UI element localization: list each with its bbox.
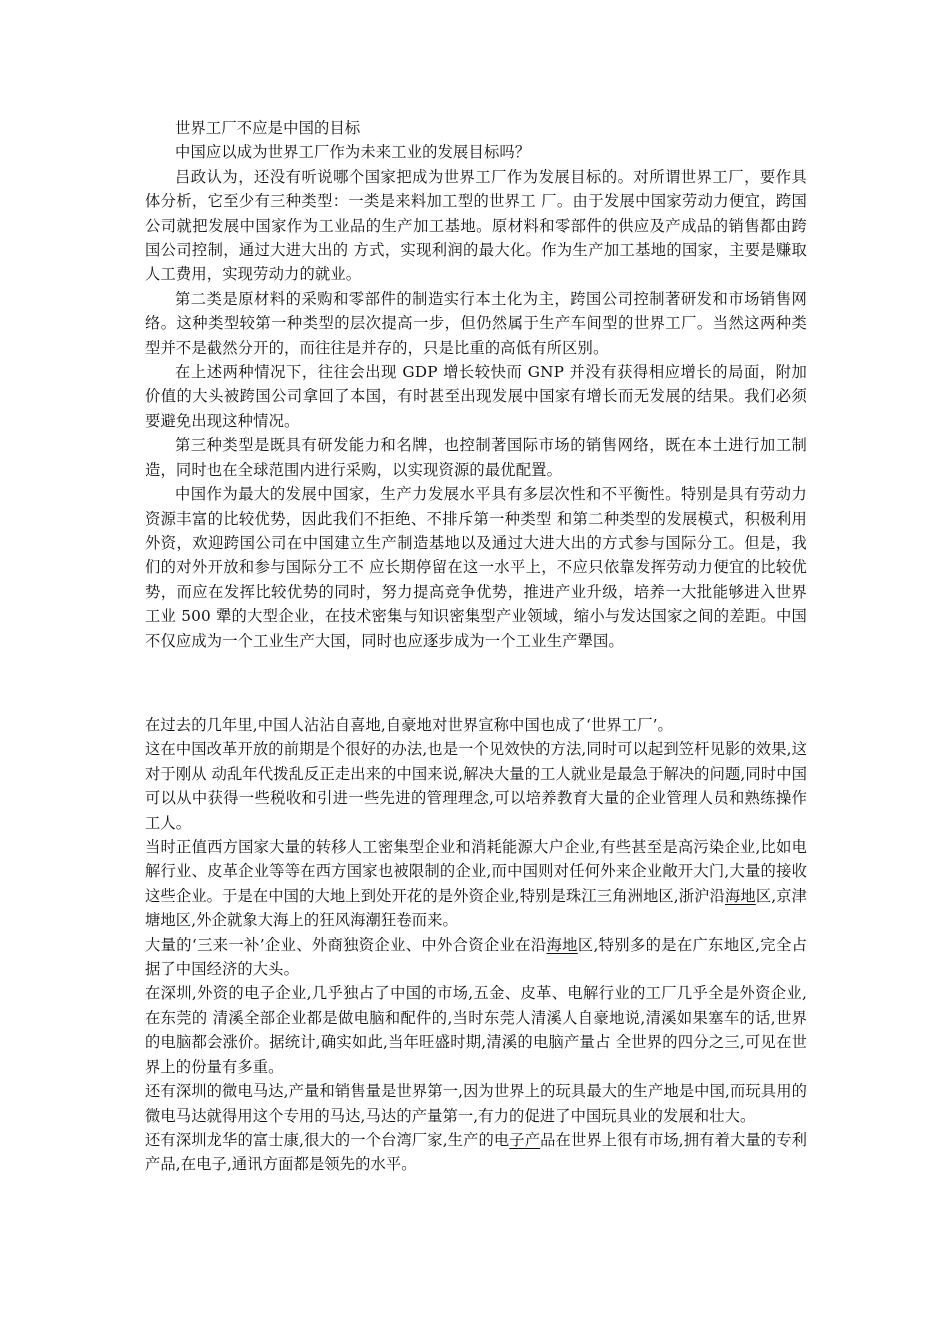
commentary-paragraph [145, 933, 807, 982]
commentary-section [145, 713, 807, 1177]
text-run: 品在世界上很有市场,拥有着大量的专利产品,在电子,通讯方面都是领先的水平。 [145, 1130, 807, 1174]
commentary-paragraph: 在过去的几年里,中国人沾沾自喜地,自豪地对世界宣称中国也成了‘世界工厂’。 [145, 716, 673, 734]
text-run: 还有深圳龙华的富士康,很大的一个台湾厂家,生产的电 [145, 1130, 510, 1149]
article-section [145, 116, 807, 653]
article-paragraph: 第二类是原材料的采购和零部件的制造实行本土化为主，跨国公司控制著研发和市场销售网络。这种类型较第一种类型的层次提高一步，但仍然属于生产车间型的世界工厂。当然这两种类型并不是截然分开的，而往往是并存的，只是比重的高低有所区别。 [145, 289, 807, 357]
commentary-paragraph [145, 835, 807, 933]
text-run: 区,特别多的是在广东地区,完全占据了中国经济的大头。 [145, 935, 807, 979]
commentary-paragraph: 在深圳,外资的电子企业,几乎独占了中国的市场,五金、皮革、电解行业的工厂几乎全是外资企业,在东莞的 清溪全部企业都是做电脑和配件的,当时东莞人清溪人自豪地说,清溪如果塞车的话,世界的电脑都会涨价。据统计,确实如此,当年旺盛时期,清溪的电脑产量占 全世界的四分之三,可见在世界上的份量有多重。 [145, 984, 807, 1076]
article-paragraph: 中国作为最大的发展中国家，生产力发展水平具有多层次性和不平衡性。特别是具有劳动力资源丰富的比较优势，因此我们不拒绝、不排斥第一种类型 和第二种类型的发展模式，积极利用外资，欢迎跨国公司在中国建立生产制造基地以及通过大进大出的方式参与国际分工。但是，我们的对外开放和参与国际分工不 应长期停留在这一水平上，不应只依靠发挥劳动力便宜的比较优势，而应在发挥比较优势的同时，努力提高竞争优势，推进产业升级，培养一大批能够进入世界工业 500 犟的大型企业，在技术密集与知识密集型产业领域，缩小与发达国家之间的差距。中国不仅应成为一个工业生产大国，同时也应逐步成为一个工业生产犟国。 [145, 485, 807, 650]
article-paragraph: 第三种类型是既具有研发能力和名牌，也控制著国际市场的销售网络，既在本土进行加工制造，同时也在全球范围内进行采购，以实现资源的最优配置。 [145, 436, 807, 479]
article-question: 中国应以成为世界工厂作为未来工业的发展目标吗？ [175, 143, 531, 162]
text-run: 区,京津塘地区,外企就象大海上的狂风海潮狂卷而来。 [145, 886, 808, 930]
article-title: 世界工厂不应是中国的目标 [175, 119, 361, 137]
underlined-text: 子产 [509, 1130, 541, 1149]
commentary-paragraph [145, 1128, 807, 1177]
underlined-text: 海地 [546, 935, 578, 954]
commentary-paragraph: 这在中国改革开放的前期是个很好的办法,也是一个见效快的方法,同时可以起到笠杆见影的效果,这对于刚从 动乱年代拨乱反正走出来的中国来说,解决大量的工人就业是最急于解决的问题,同时中国可以从中获得一些税收和引进一些先进的管理理念,可以培养教育大量的企业管理人员和熟练操作工人。 [145, 740, 807, 832]
text-run: 当时正值西方国家大量的转移人工密集型企业和消耗能源大户企业,有些甚至是高污染企业,比如电解行业、皮革企业等等在西方国家也被限制的企业,而中国则对任何外来企业敞开大门,大量的接收这些企业。于是在中国的大地上到处开花的是外资企业,特别是珠江三角洲地区,浙沪沿 [145, 838, 807, 905]
article-paragraph: 在上述两种情况下，往往会出现 GDP 增长较快而 GNP 并没有获得相应增长的局面，附加价值的大头被跨国公司拿回了本国，有时甚至出现发展中国家有增长而无发展的结果。我们必须要避免出现这种情况。 [145, 363, 807, 430]
text-run: 大量的‘三来一补’企业、外商独资企业、中外合资企业在沿 [145, 935, 547, 954]
underlined-text: 海地 [725, 886, 756, 905]
commentary-paragraph: 还有深圳的微电马达,产量和销售量是世界第一,因为世界上的玩具最大的生产地是中国,而玩具用的微电马达就得用这个专用的马达,马达的产量第一,有力的促进了中国玩具业的发展和壮大。 [145, 1082, 807, 1125]
article-paragraph: 吕政认为，还没有听说哪个国家把成为世界工厂作为发展目标的。对所谓世界工厂，要作具体分析，它至少有三种类型：一类是来料加工型的世界工 厂。由于发展中国家劳动力便宜，跨国公司就把发展中国家作为工业品的生产加工基地。原材料和零部件的供应及产成品的销售都由跨国公司控制，通过大进大出的 方式，实现利润的最大化。作为生产加工基地的国家，主要是赚取人工费用，实现劳动力的就业。 [145, 167, 807, 284]
